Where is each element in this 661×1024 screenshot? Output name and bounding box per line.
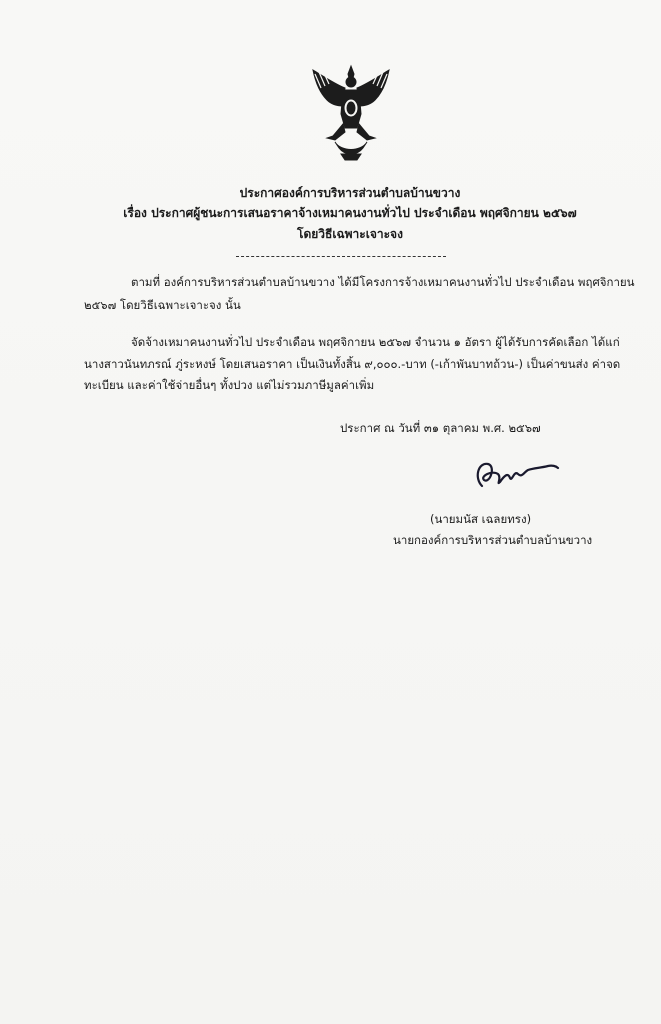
body-paragraph-2-line-2: นางสาวนันทภรณ์ ภู่ระหงษ์ โดยเสนอราคา เป็นเงินทั้งสิ้น ๙,๐๐๐.-บาท (-เก้าพันบาทถ้วน-) เป็นค่าขนส่ง ค่าจด [84,357,621,371]
announcement-method: โดยวิธีเฉพาะเจาะจง [297,227,403,241]
handwritten-signature [468,456,564,492]
announcement-title: ประกาศองค์การบริหารส่วนตำบลบ้านขวาง [239,186,461,200]
signer-name: (นายมนัส เฉลยทรง) [430,512,532,526]
dashed-divider [236,256,446,257]
announcement-date: ประกาศ ณ วันที่ ๓๑ ตุลาคม พ.ศ. ๒๕๖๗ [340,421,541,435]
body-paragraph-1-line-2: ๒๕๖๗ โดยวิธีเฉพาะเจาะจง นั้น [84,298,241,312]
body-paragraph-2-line-3: ทะเบียน และค่าใช้จ่ายอื่นๆ ทั้งปวง แต่ไม่รวมภาษีมูลค่าเพิ่ม [84,378,375,392]
signer-title: นายกองค์การบริหารส่วนตำบลบ้านขวาง [393,533,593,547]
garuda-emblem-icon [305,62,397,162]
body-paragraph-2-line-1: จัดจ้างเหมาคนงานทั่วไป ประจำเดือน พฤศจิกายน ๒๕๖๗ จำนวน ๑ อัตรา ผู้ได้รับการคัดเลือก ได้แก่ [131,335,620,349]
body-paragraph-1-line-1: ตามที่ องค์การบริหารส่วนตำบลบ้านขวาง ได้มีโครงการจ้างเหมาคนงานทั่วไป ประจำเดือน พฤศจิกายน [131,275,635,289]
announcement-subject: เรื่อง ประกาศผู้ชนะการเสนอราคาจ้างเหมาคนงานทั่วไป ประจำเดือน พฤศจิกายน ๒๕๖๗ [123,206,577,220]
